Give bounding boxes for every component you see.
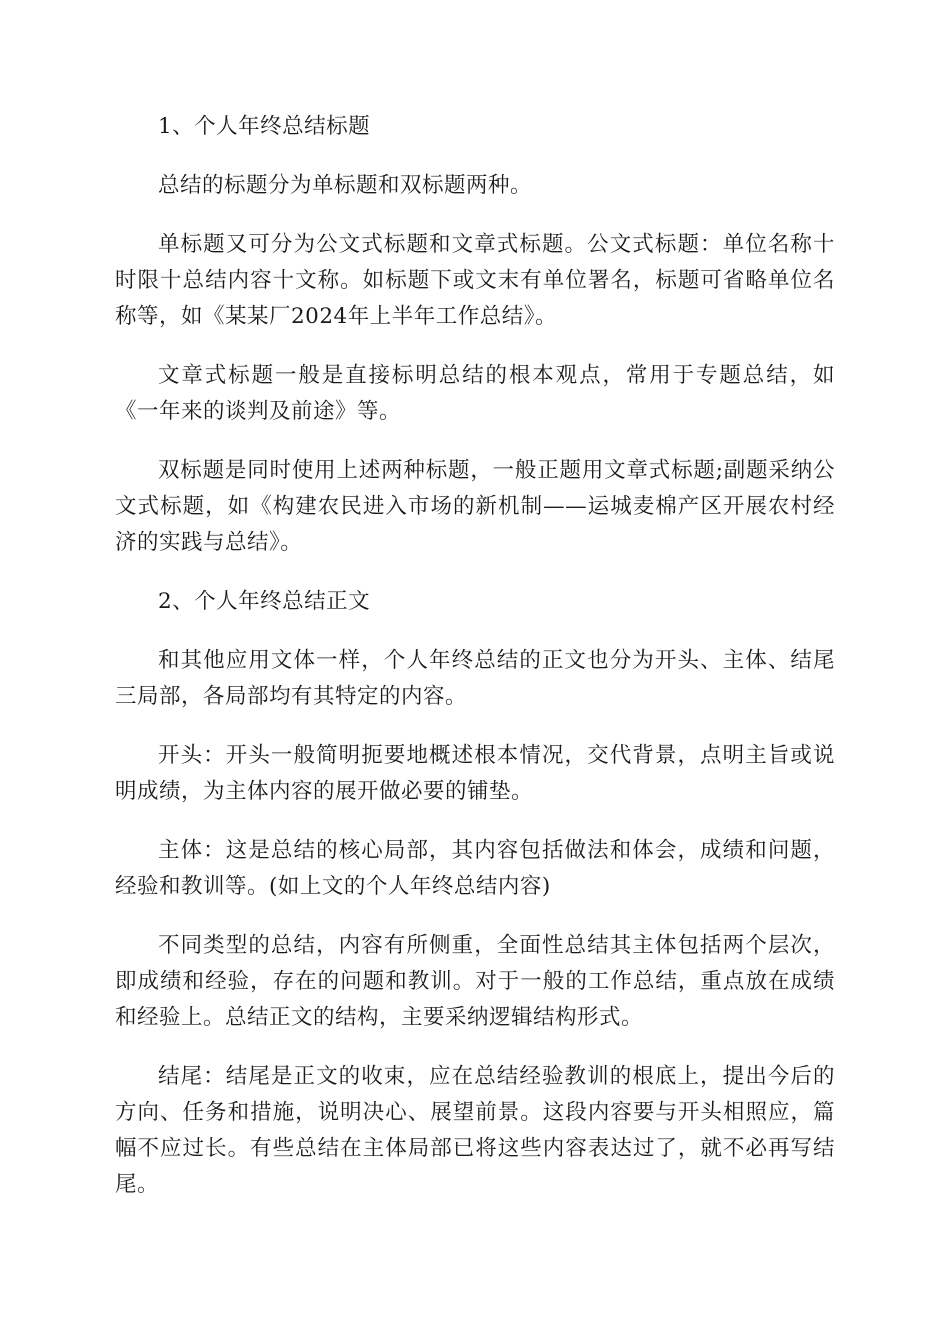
document-body bbox=[115, 109, 835, 1226]
paragraph: 主体：这是总结的核心局部，其内容包括做法和体会，成绩和问题，经验和教训等。(如上文的个人年终总结内容) bbox=[115, 838, 835, 899]
paragraph: 结尾：结尾是正文的收束，应在总结经验教训的根底上，提出今后的方向、任务和措施，说明决心、展望前景。这段内容要与开头相照应，篇幅不应过长。有些总结在主体局部已将这些内容表达过了，就不必再写结尾。 bbox=[115, 1064, 835, 1197]
paragraph: 不同类型的总结，内容有所侧重，全面性总结其主体包括两个层次，即成绩和经验，存在的问题和教训。对于一般的工作总结，重点放在成绩和经验上。总结正文的结构，主要采纳逻辑结构形式。 bbox=[115, 933, 835, 1030]
section-heading-body: 2、个人年终总结正文 bbox=[158, 589, 371, 614]
paragraph: 文章式标题一般是直接标明总结的根本观点，常用于专题总结，如《一年来的谈判及前途》等。 bbox=[115, 363, 835, 424]
paragraph: 和其他应用文体一样，个人年终总结的正文也分为开头、主体、结尾三局部，各局部均有其特定的内容。 bbox=[115, 648, 835, 709]
paragraph: 开头：开头一般简明扼要地概述根本情况，交代背景，点明主旨或说明成绩，为主体内容的展开做必要的铺垫。 bbox=[115, 743, 835, 804]
paragraph: 总结的标题分为单标题和双标题两种。 bbox=[158, 173, 533, 198]
section-heading-title: 1、个人年终总结标题 bbox=[158, 114, 371, 139]
paragraph: 单标题又可分为公文式标题和文章式标题。公文式标题：单位名称十时限十总结内容十文称。如标题下或文末有单位署名，标题可省略单位名称等，如《某某厂2024年上半年工作总结》。 bbox=[115, 232, 835, 329]
paragraph: 双标题是同时使用上述两种标题，一般正题用文章式标题;副题采纳公文式标题，如《构建农民进入市场的新机制——运城麦棉产区开展农村经济的实践与总结》。 bbox=[115, 458, 835, 555]
